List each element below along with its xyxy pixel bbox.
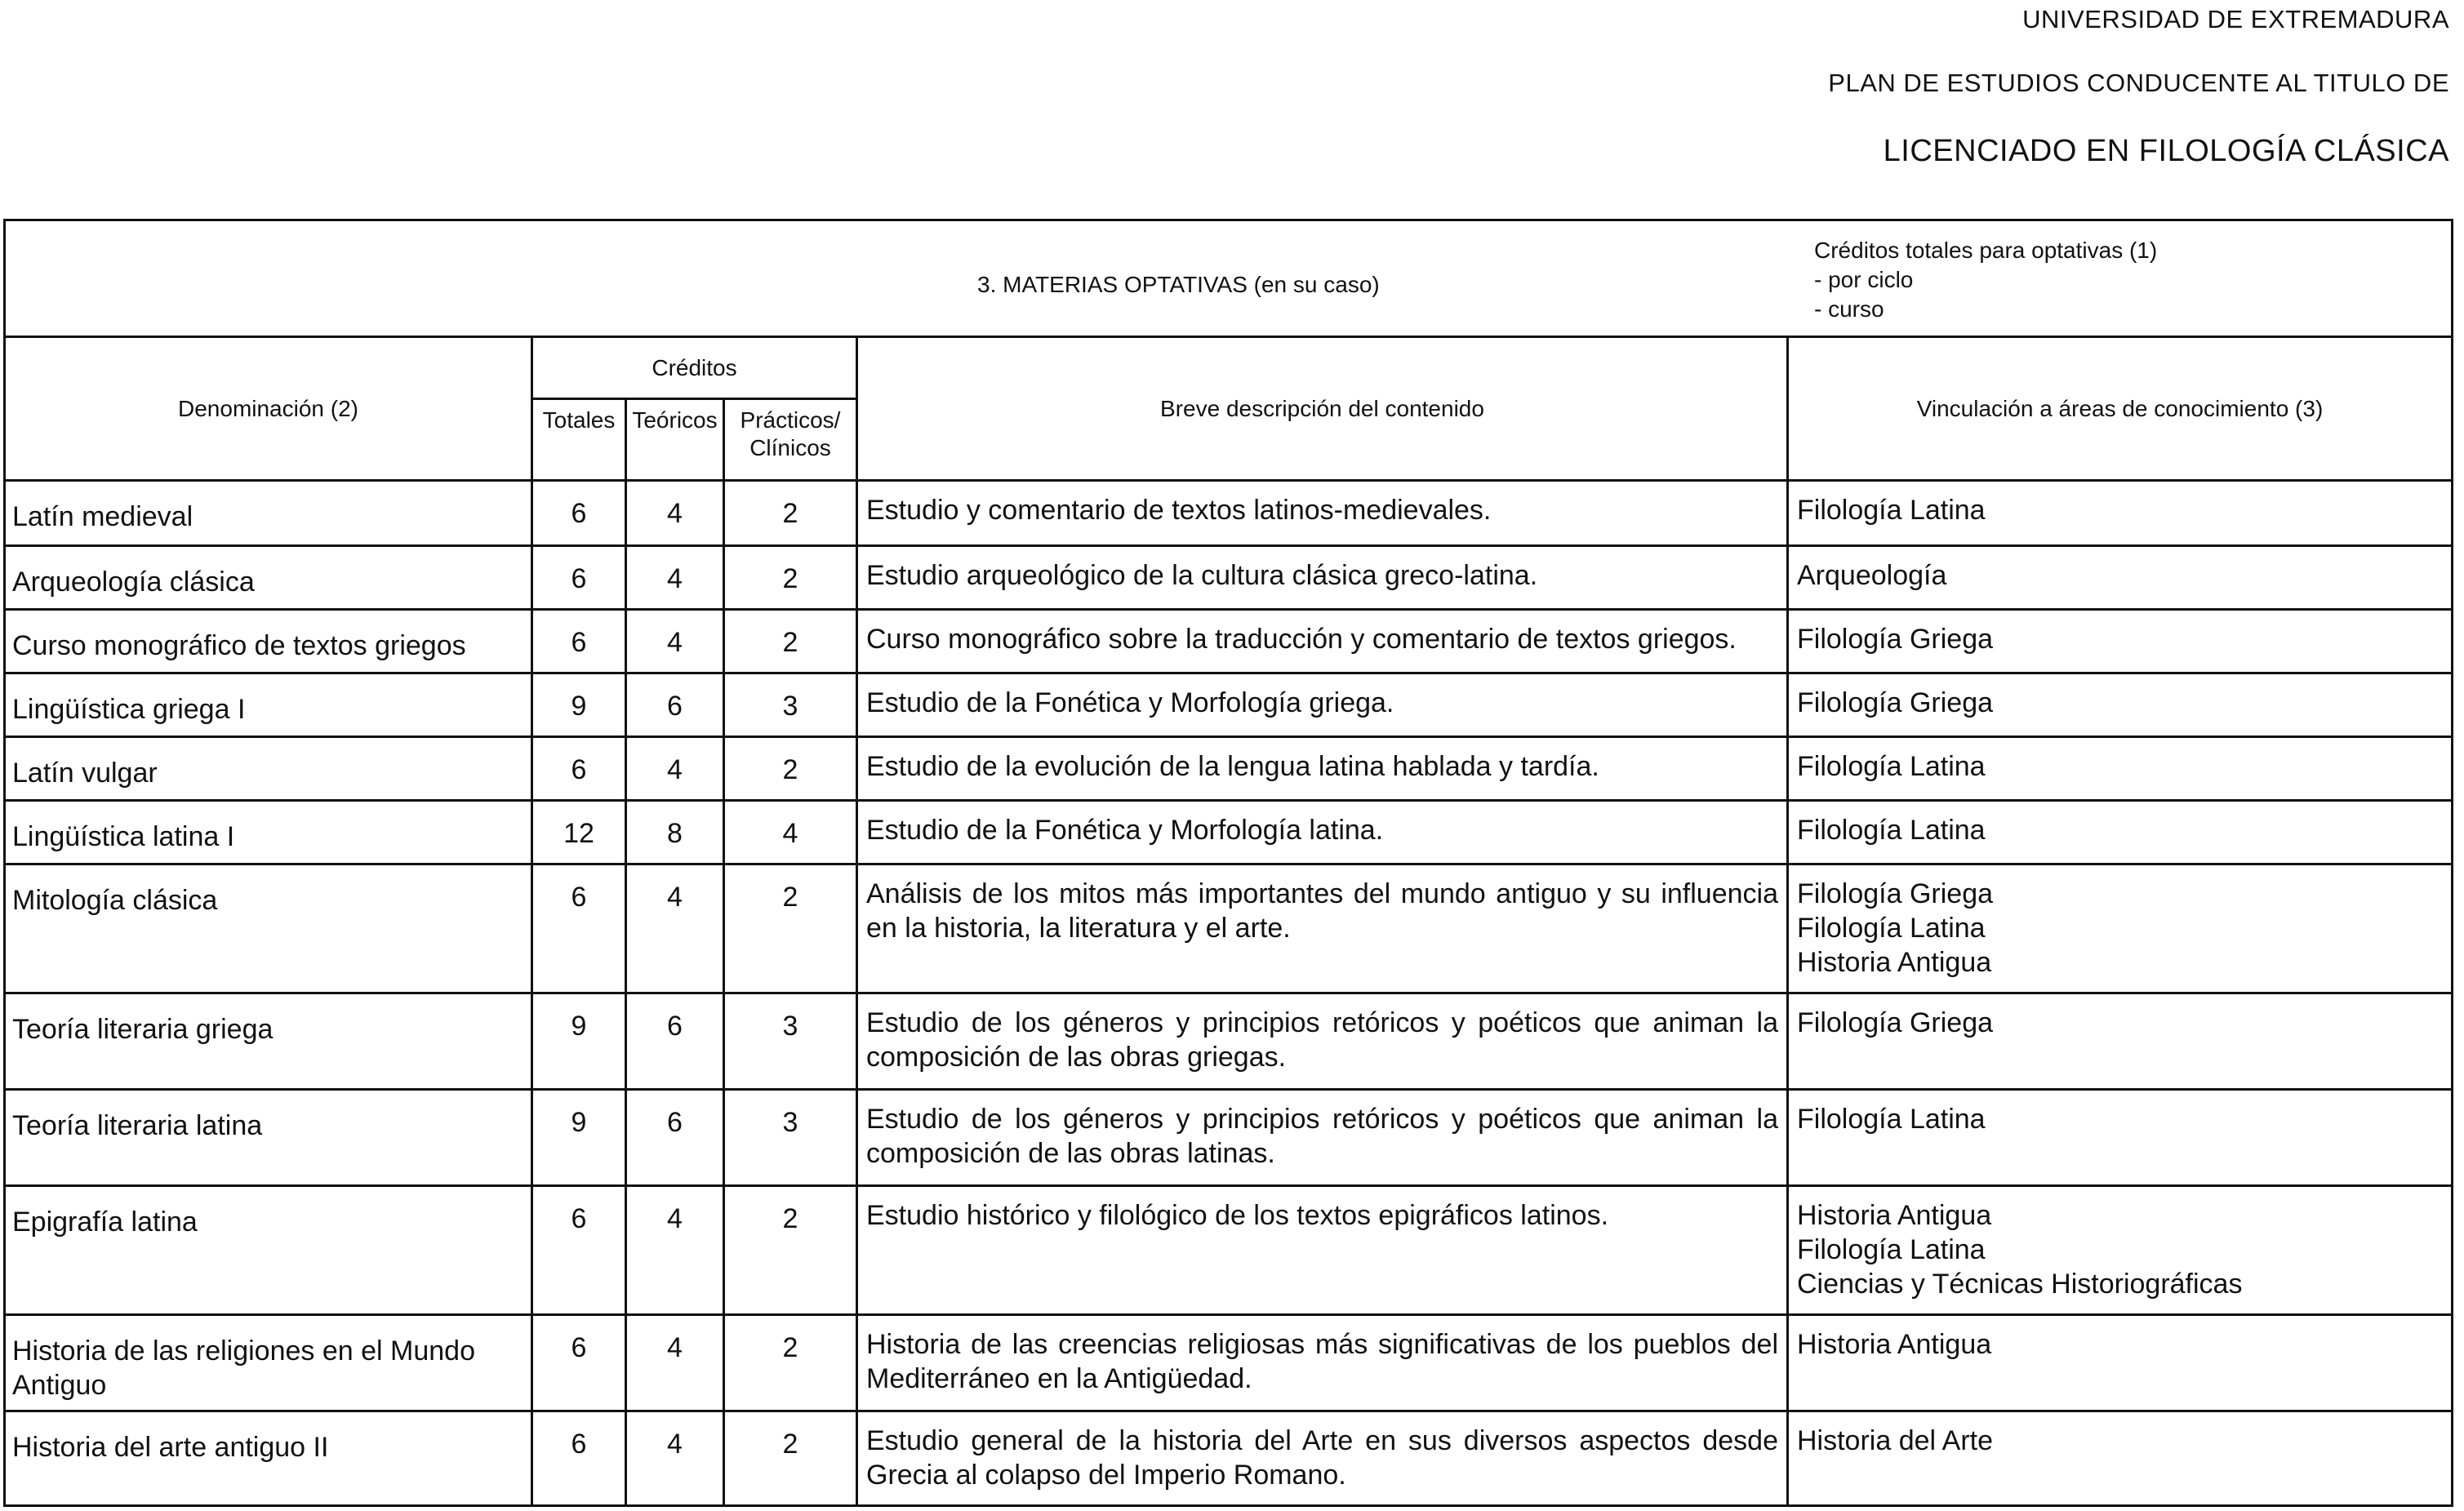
subject-name: Curso monográfico de textos griegos xyxy=(5,610,532,673)
subject-name: Latín medieval xyxy=(5,481,532,546)
subject-name: Arqueología clásica xyxy=(5,546,532,610)
column-header-vinculacion: Vinculación a áreas de conocimiento (3) xyxy=(1788,337,2453,481)
knowledge-area: Ciencias y Técnicas Historiográficas xyxy=(1797,1269,2243,1300)
credits-practicos: 2 xyxy=(724,1186,857,1315)
knowledge-areas xyxy=(1788,673,2453,737)
knowledge-areas xyxy=(1788,1411,2453,1506)
knowledge-area: Historia Antigua xyxy=(1797,1200,1992,1231)
credits-totales: 9 xyxy=(532,673,626,737)
subject-description: Estudio y comentario de textos latinos-medievales. xyxy=(857,481,1788,546)
subject-description: Estudio arqueológico de la cultura clásica greco-latina. xyxy=(857,546,1788,610)
table-row xyxy=(5,1186,2453,1315)
table-row xyxy=(5,610,2453,673)
subject-name: Latín vulgar xyxy=(5,737,532,801)
knowledge-area: Filología Latina xyxy=(1797,913,1986,944)
table-row xyxy=(5,1315,2453,1411)
credits-totales: 12 xyxy=(532,801,626,864)
credits-practicos: 4 xyxy=(724,801,857,864)
subject-description: Análisis de los mitos más importantes del mundo antiguo y su influencia en la historia, la literatura y el arte. xyxy=(857,864,1788,993)
subject-name: Historia del arte antiguo II xyxy=(5,1411,532,1506)
column-header-descripcion: Breve descripción del contenido xyxy=(857,337,1788,481)
credits-totales: 6 xyxy=(532,737,626,801)
table-row xyxy=(5,673,2453,737)
credits-totales: 9 xyxy=(532,993,626,1090)
credits-practicos: 2 xyxy=(724,546,857,610)
credits-note-line: Créditos totales para optativas (1) xyxy=(1814,238,2158,263)
column-header-practicos-line: Prácticos/ xyxy=(740,407,841,433)
credits-teoricos: 4 xyxy=(626,1186,724,1315)
credits-teoricos: 4 xyxy=(626,481,724,546)
plan-title: PLAN DE ESTUDIOS CONDUCENTE AL TITULO DE xyxy=(1828,69,2449,97)
credits-practicos: 2 xyxy=(724,481,857,546)
knowledge-areas xyxy=(1788,1186,2453,1315)
knowledge-area: Historia Antigua xyxy=(1797,947,1992,978)
credits-teoricos: 4 xyxy=(626,864,724,993)
subject-description: Historia de las creencias religiosas más significativas de los pueblos del Mediterráneo en la Antigüedad. xyxy=(857,1315,1788,1411)
credits-teoricos: 4 xyxy=(626,1315,724,1411)
credits-totales: 6 xyxy=(532,1315,626,1411)
credits-note-line: - curso xyxy=(1814,296,1884,322)
credits-practicos: 3 xyxy=(724,673,857,737)
subject-description: Estudio de la evolución de la lengua latina hablada y tardía. xyxy=(857,737,1788,801)
section-title: 3. MATERIAS OPTATIVAS (en su caso) xyxy=(977,272,1380,297)
credits-totales: 6 xyxy=(532,481,626,546)
credits-teoricos: 4 xyxy=(626,546,724,610)
section-title-cell xyxy=(5,220,2453,337)
column-header-practicos-line: Clínicos xyxy=(749,435,831,460)
credits-practicos: 2 xyxy=(724,1315,857,1411)
table-row xyxy=(5,1090,2453,1186)
column-header-denominacion: Denominación (2) xyxy=(5,337,532,481)
column-header-totales: Totales xyxy=(532,399,626,481)
credits-teoricos: 6 xyxy=(626,993,724,1090)
subject-description: Estudio histórico y filológico de los textos epigráficos latinos. xyxy=(857,1186,1788,1315)
credits-teoricos: 8 xyxy=(626,801,724,864)
degree-title: LICENCIADO EN FILOLOGÍA CLÁSICA xyxy=(1883,134,2449,168)
credits-totales: 6 xyxy=(532,1186,626,1315)
credits-teoricos: 6 xyxy=(626,673,724,737)
credits-totales: 9 xyxy=(532,1090,626,1186)
subject-description: Estudio de la Fonética y Morfología latina. xyxy=(857,801,1788,864)
credits-totales: 6 xyxy=(532,610,626,673)
knowledge-area: Historia Antigua xyxy=(1797,1329,1992,1360)
credits-teoricos: 6 xyxy=(626,1090,724,1186)
knowledge-areas xyxy=(1788,1315,2453,1411)
table-row xyxy=(5,481,2453,546)
subject-name: Mitología clásica xyxy=(5,864,532,993)
credits-practicos: 2 xyxy=(724,1411,857,1506)
university-name: UNIVERSIDAD DE EXTREMADURA xyxy=(2022,5,2449,33)
column-header-practicos xyxy=(724,399,857,481)
subject-description: Estudio de los géneros y principios retóricos y poéticos que animan la composición de las obras latinas. xyxy=(857,1090,1788,1186)
optional-subjects-table xyxy=(3,219,2453,1507)
credits-note xyxy=(1814,236,2157,324)
credits-practicos: 2 xyxy=(724,737,857,801)
credits-practicos: 2 xyxy=(724,864,857,993)
credits-teoricos: 4 xyxy=(626,737,724,801)
subject-description: Estudio general de la historia del Arte en sus diversos aspectos desde Grecia al colapso del Imperio Romano. xyxy=(857,1411,1788,1506)
knowledge-area: Filología Griega xyxy=(1797,878,1994,909)
subject-name: Teoría literaria latina xyxy=(5,1090,532,1186)
knowledge-areas xyxy=(1788,610,2453,673)
credits-practicos: 2 xyxy=(724,610,857,673)
knowledge-area: Historia del Arte xyxy=(1797,1425,1993,1456)
credits-teoricos: 4 xyxy=(626,1411,724,1506)
credits-note-line: - por ciclo xyxy=(1814,267,1914,292)
table-row xyxy=(5,801,2453,864)
table-row xyxy=(5,864,2453,993)
subject-description: Curso monográfico sobre la traducción y comentario de textos griegos. xyxy=(857,610,1788,673)
subject-description: Estudio de los géneros y principios retóricos y poéticos que animan la composición de las obras griegas. xyxy=(857,993,1788,1090)
column-header-creditos: Créditos xyxy=(532,337,857,399)
knowledge-area: Filología Latina xyxy=(1797,495,1986,526)
knowledge-area: Arqueología xyxy=(1797,560,1947,591)
column-header-teoricos: Teóricos xyxy=(626,399,724,481)
knowledge-areas xyxy=(1788,801,2453,864)
credits-totales: 6 xyxy=(532,1411,626,1506)
knowledge-area: Filología Griega xyxy=(1797,624,1994,655)
credits-teoricos: 4 xyxy=(626,610,724,673)
subject-name: Lingüística latina I xyxy=(5,801,532,864)
credits-totales: 6 xyxy=(532,546,626,610)
knowledge-area: Filología Latina xyxy=(1797,1104,1986,1135)
knowledge-areas xyxy=(1788,993,2453,1090)
subject-name: Epigrafía latina xyxy=(5,1186,532,1315)
knowledge-area: Filología Latina xyxy=(1797,1234,1986,1265)
knowledge-areas xyxy=(1788,864,2453,993)
knowledge-areas xyxy=(1788,1090,2453,1186)
knowledge-area: Filología Latina xyxy=(1797,751,1986,782)
knowledge-areas xyxy=(1788,737,2453,801)
knowledge-areas xyxy=(1788,546,2453,610)
subject-name: Lingüística griega I xyxy=(5,673,532,737)
table-row xyxy=(5,1411,2453,1506)
credits-totales: 6 xyxy=(532,864,626,993)
subject-name: Historia de las religiones en el Mundo Antiguo xyxy=(5,1315,532,1411)
table-row xyxy=(5,993,2453,1090)
credits-practicos: 3 xyxy=(724,993,857,1090)
credits-practicos: 3 xyxy=(724,1090,857,1186)
knowledge-area: Filología Griega xyxy=(1797,687,1994,718)
table-row xyxy=(5,737,2453,801)
subject-name: Teoría literaria griega xyxy=(5,993,532,1090)
subject-description: Estudio de la Fonética y Morfología griega. xyxy=(857,673,1788,737)
table-row xyxy=(5,546,2453,610)
knowledge-area: Filología Latina xyxy=(1797,815,1986,846)
knowledge-areas xyxy=(1788,481,2453,546)
knowledge-area: Filología Griega xyxy=(1797,1007,1994,1038)
